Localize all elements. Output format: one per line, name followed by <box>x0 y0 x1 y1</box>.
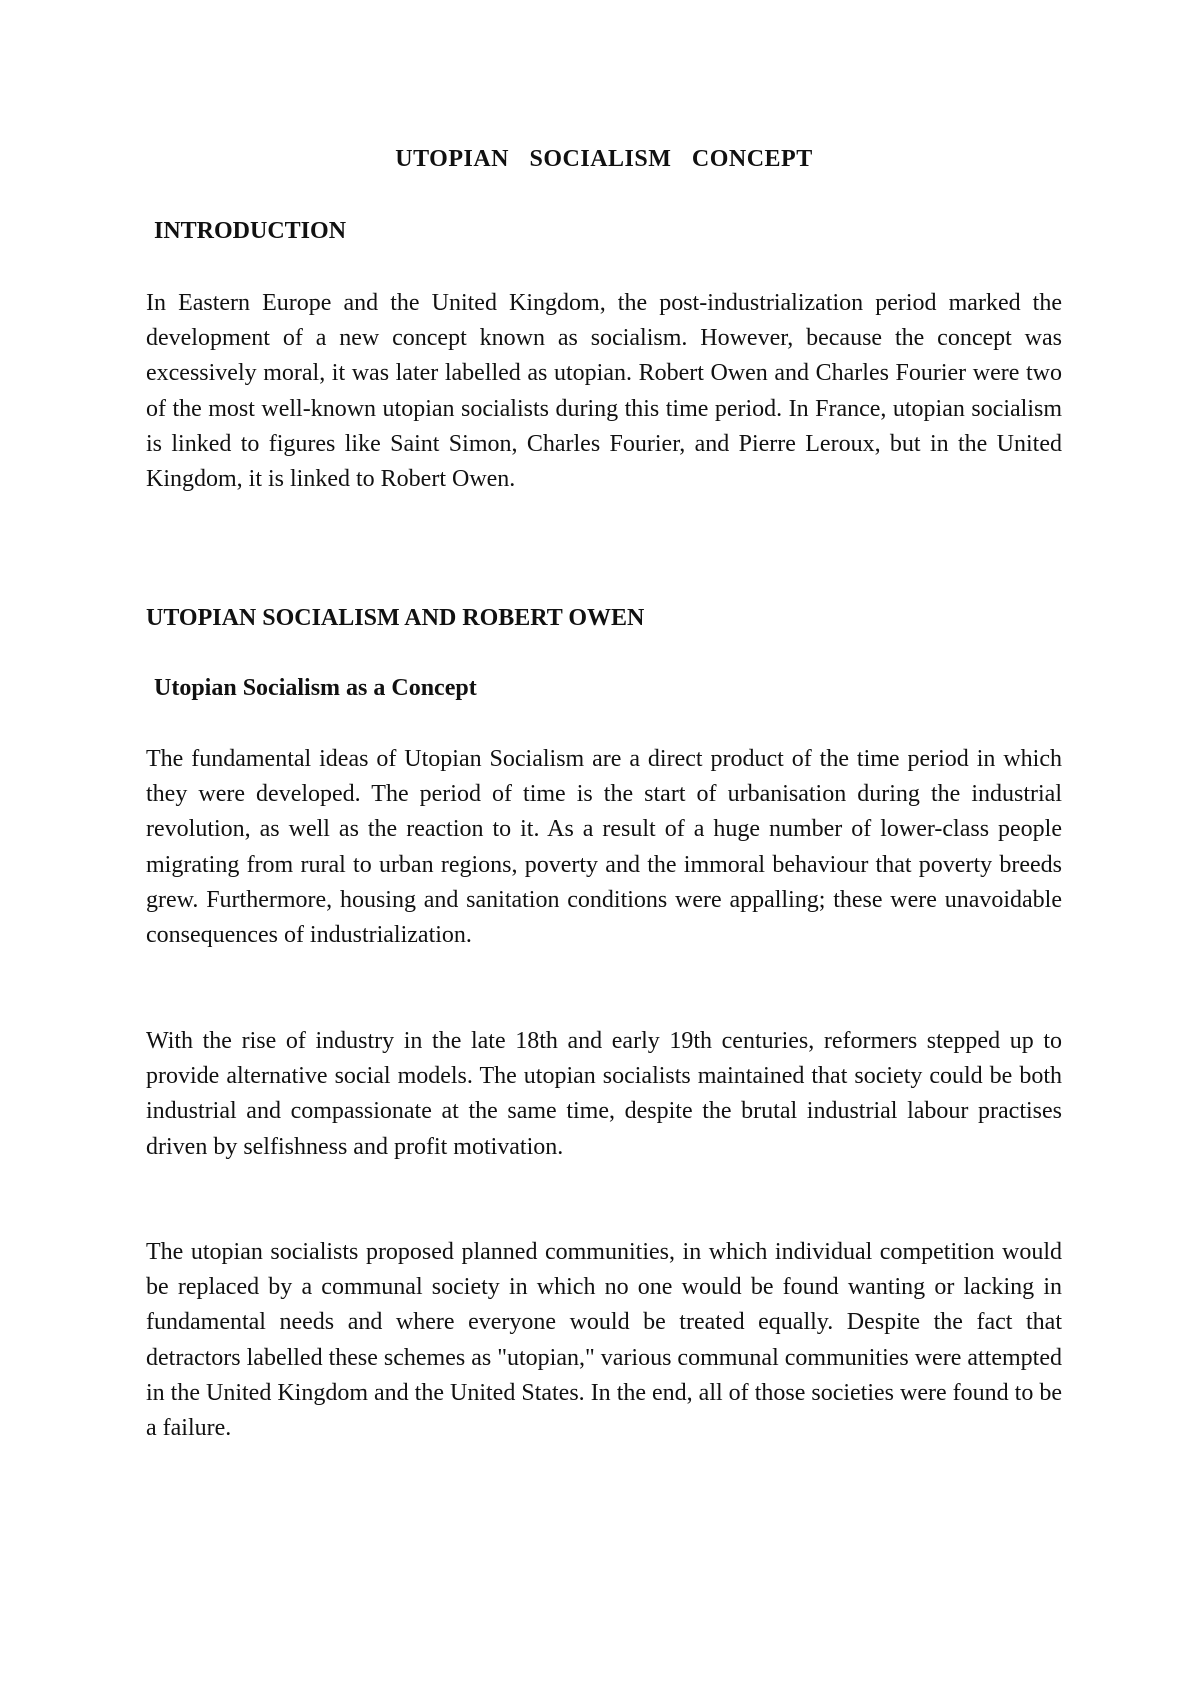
introduction-heading: INTRODUCTION <box>154 218 347 244</box>
section-heading: UTOPIAN SOCIALISM AND ROBERT OWEN <box>146 605 645 631</box>
subsection-heading: Utopian Socialism as a Concept <box>154 675 477 701</box>
body-paragraph: The fundamental ideas of Utopian Socialism are a direct product of the time period in which they were developed. The period of time is the start of urbanisation during the industrial revolution, as well as the reaction to it. As a result of a huge number of lower-class people migrating from rural to urban regions, poverty and the immoral behaviour that poverty breeds grew. Furthermore, housing and sanitation conditions were appalling; these were unavoidable consequences of industrialization. <box>146 746 1062 949</box>
document-title: UTOPIAN SOCIALISM CONCEPT <box>395 146 813 172</box>
introduction-paragraph: In Eastern Europe and the United Kingdom, the post-industrialization period marked the development of a new concept known as socialism. However, because the concept was excessively moral, it was later labelled as utopian. Robert Owen and Charles Fourier were two of the most well-known utopian socialists during this time period. In France, utopian socialism is linked to figures like Saint Simon, Charles Fourier, and Pierre Leroux, but in the United Kingdom, it is linked to Robert Owen. <box>146 290 1062 493</box>
body-paragraph: With the rise of industry in the late 18th and early 19th centuries, reformers stepped up to provide alternative social models. The utopian socialists maintained that society could be both industrial and compassionate at the same time, despite the brutal industrial labour practises driven by selfishness and profit motivation. <box>146 1028 1062 1160</box>
body-paragraph: The utopian socialists proposed planned communities, in which individual competition would be replaced by a communal society in which no one would be found wanting or lacking in fundamental needs and where everyone would be treated equally. Despite the fact that detractors labelled these schemes as "utopian," various communal communities were attempted in the United Kingdom and the United States. In the end, all of those societies were found to be a failure. <box>146 1239 1062 1442</box>
